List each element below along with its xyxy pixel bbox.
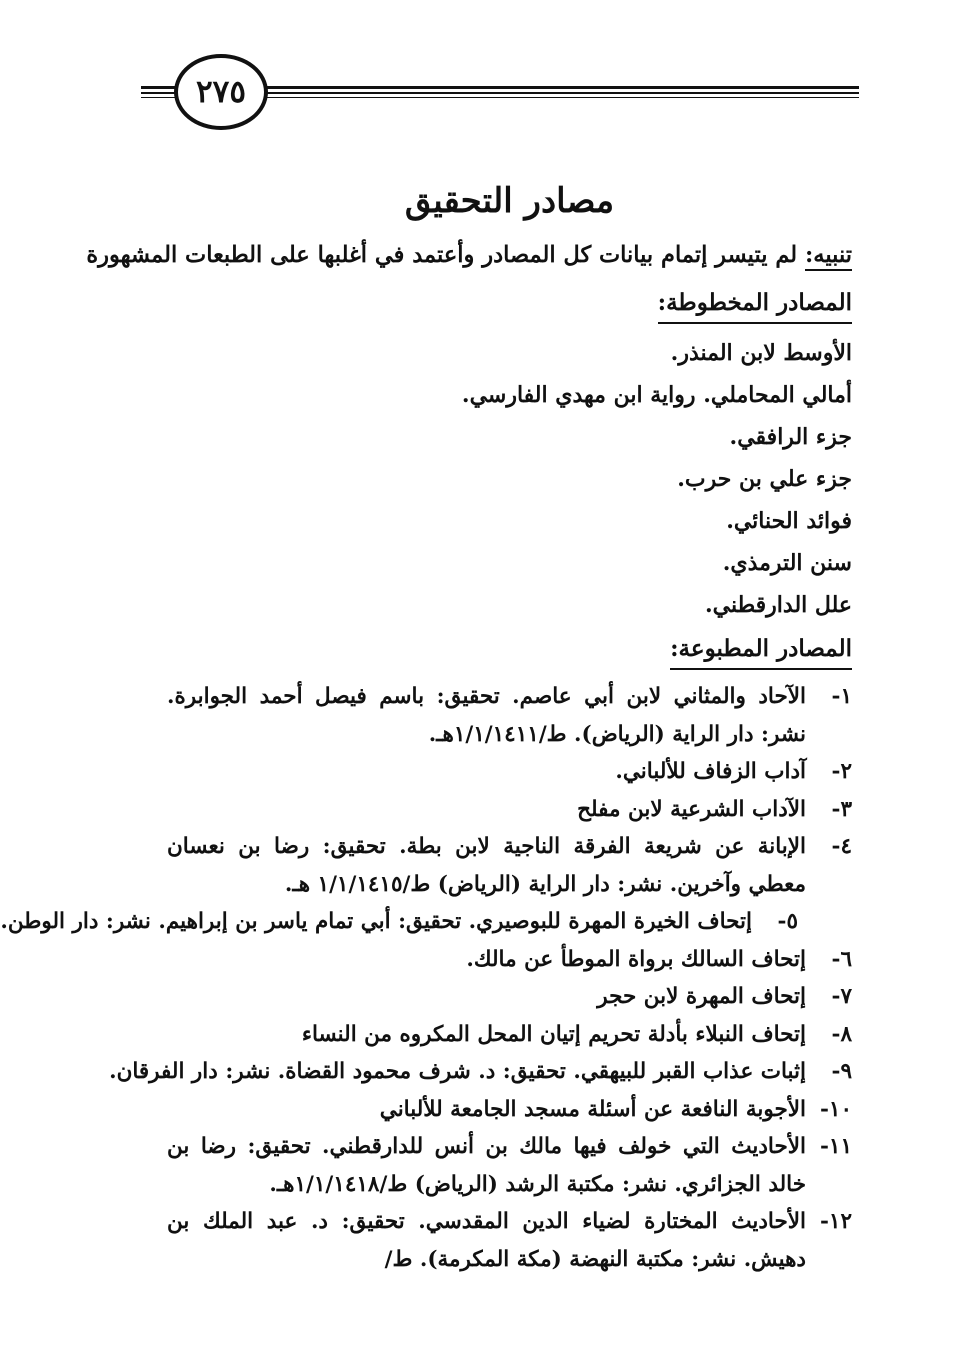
item-number: ٦- <box>831 946 852 972</box>
item-number: ٤- <box>831 834 852 859</box>
item-text: آداب الزفاف للألباني. <box>615 759 806 784</box>
item-number: ١٠- <box>819 1096 852 1122</box>
list-item <box>167 1203 852 1278</box>
item-text: إتحاف المهرة لابن حجر <box>597 984 806 1009</box>
item-number: ٨- <box>831 1021 852 1047</box>
list-item: فوائد الحنائي. <box>726 508 852 534</box>
list-item: جزء الرافقي. <box>729 424 852 450</box>
list-item <box>167 828 852 903</box>
item-text: إثبات عذاب القبر للبيهقي. تحقيق: د. شرف محمود القضاة. نشر: دار الفرقان. <box>109 1059 806 1084</box>
note-label: تنبيه: <box>805 242 852 268</box>
list-item <box>167 753 852 791</box>
item-number: ٣- <box>831 796 852 822</box>
item-text: الآحاد والمثاني لابن أبي عاصم. تحقيق: باسم فيصل أحمد الجوابرة. نشر: دار الراية (الرياض). ط/١/١/١٤١١هـ. <box>167 684 806 747</box>
item-text: الأحاديث التي خولف فيها مالك بن أنس للدارقطني. تحقيق: رضا بن خالد الجزائري. نشر: مكتبة الرشد (الرياض) ط/١/١/١٤١٨هـ. <box>167 1134 806 1197</box>
list-item <box>167 791 852 829</box>
item-number: ١١- <box>819 1134 852 1159</box>
item-text: الأحاديث المختارة لضياء الدين المقدسي. تحقيق: د. عبد الملك بن دهيش. نشر: مكتبة النهضة (مكة المكرمة). ط/ <box>167 1209 806 1272</box>
item-text: الأجوبة النافعة عن أسئلة مسجد الجامعة للألباني <box>379 1096 806 1122</box>
item-text: إتحاف السالك برواة الموطأ عن مالك. <box>466 946 806 972</box>
manuscripts-list <box>167 332 852 626</box>
list-item: الأوسط لابن المنذر. <box>670 340 852 366</box>
item-number: ٥- <box>777 909 798 934</box>
page-title: مصادر التحقيق <box>404 181 615 221</box>
item-number: ٩- <box>831 1059 852 1084</box>
list-item: أمالي المحاملي. رواية ابن مهدي الفارسي. <box>461 382 852 408</box>
page-content <box>0 174 852 1278</box>
printed-heading: المصادر المطبوعة: <box>670 632 852 670</box>
page-header <box>141 42 859 146</box>
list-item: سنن الترمذي. <box>722 550 852 576</box>
list-item: علل الدارقطني. <box>704 592 852 618</box>
list-item <box>167 1128 852 1203</box>
printed-list <box>0 678 852 1278</box>
item-number: ٢- <box>831 759 852 784</box>
item-number: ١٢- <box>819 1209 852 1234</box>
list-item <box>109 1053 852 1091</box>
list-item <box>0 903 852 941</box>
note-text: لم يتيسر إتمام بيانات كل المصادر وأعتمد في أغلبها على الطبعات المشهورة <box>86 242 805 268</box>
item-text: الإبانة عن شريعة الفرقة الناجية لابن بطة. تحقيق: رضا بن نعسان معطي وآخرين. نشر: دار الراية (الرياض) ط/١/١/١٤١٥ هـ. <box>167 834 806 897</box>
item-text: الآداب الشرعية لابن مفلح <box>577 796 806 822</box>
note <box>86 236 852 274</box>
item-text: إتحاف الخيرة المهرة للبوصيري. تحقيق: أبي تمام ياسر بن إبراهيم. نشر: دار الوطن. <box>0 909 752 934</box>
list-item <box>167 1016 852 1054</box>
list-item: جزء علي بن حرب. <box>677 466 852 492</box>
manuscripts-heading: المصادر المخطوطة: <box>658 286 852 324</box>
item-number: ١- <box>831 684 852 709</box>
list-item <box>167 941 852 979</box>
page-number: ٢٧٥ <box>174 54 268 130</box>
list-item <box>167 978 852 1016</box>
list-item <box>167 1091 852 1129</box>
item-text: إتحاف النبلاء بأدلة تحريم إتيان المحل المكروه من النساء <box>301 1021 806 1047</box>
item-number: ٧- <box>831 984 852 1009</box>
list-item <box>167 678 852 753</box>
